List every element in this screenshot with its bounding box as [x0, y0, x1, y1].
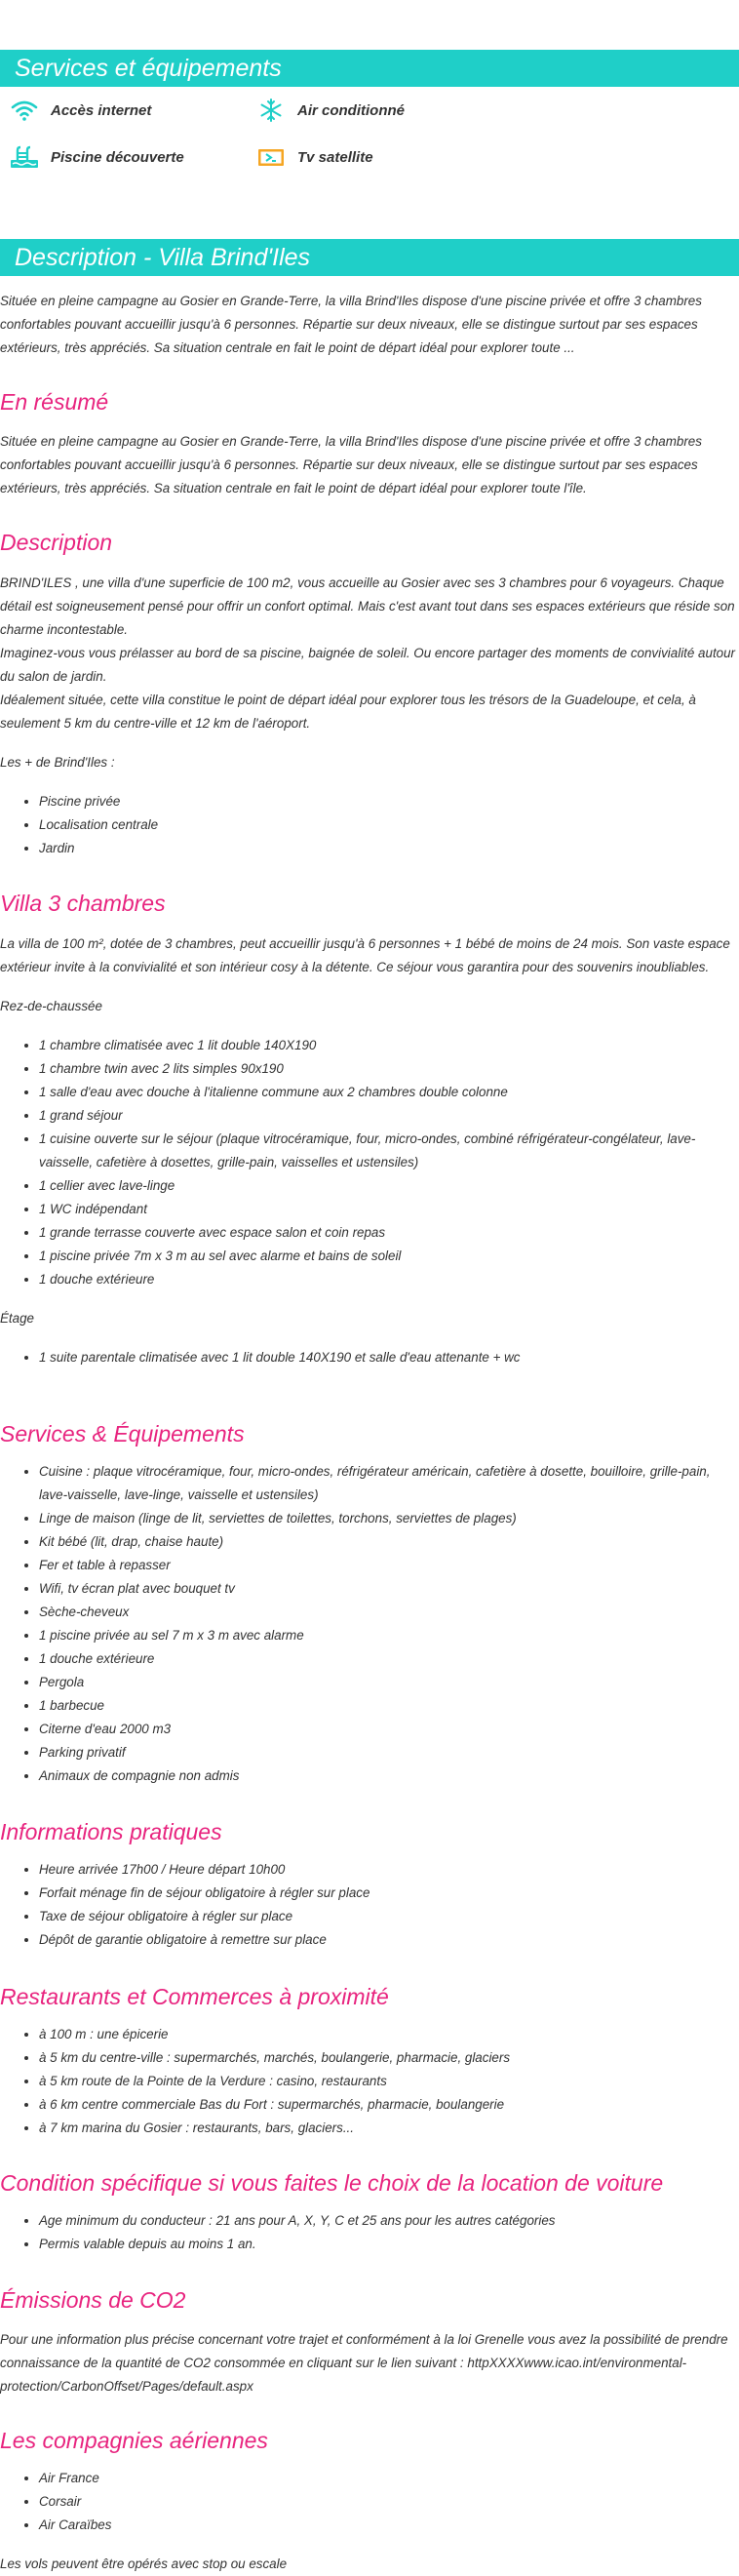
tv-icon	[256, 145, 286, 169]
pool-icon	[10, 145, 39, 169]
description-p3: Idéalement située, cette villa constitue le point de départ idéal pour explorer tous les trésors de la Guadeloupe, et cela, à seulement 5 km du centre-ville et 12 km de l'aéroport.	[0, 693, 696, 731]
list-item: • Dépôt de garantie obligatoire à remettre sur place	[39, 1928, 739, 1952]
villa-text: La villa de 100 m², dotée de 3 chambres, peut accueillir jusqu'à 6 personnes + 1 bébé de moins de 24 mois. Son vaste espace extérieur invite à la convivialité et son intérieur cosy à la détente. Ce séjour vous garantira pour des souvenirs inoubliables.	[0, 936, 730, 974]
amenity-pool	[10, 134, 256, 180]
list-item: • à 5 km du centre-ville : supermarchés, marchés, boulangerie, pharmacie, glaciers	[39, 2046, 739, 2070]
rdc-list	[0, 1034, 739, 1291]
amenities-list	[0, 87, 739, 180]
list-item: • 1 chambre twin avec 2 lits simples 90x190	[39, 1057, 739, 1081]
list-item: • 1 cuisine ouverte sur le séjour (plaque vitrocéramique, four, micro-ondes, combiné réfrigérateur-congélateur, lave-vaisselle, cafetière à dosettes, grille-pain, vaisselles et ustensiles)	[39, 1128, 739, 1174]
services-heading: Services & Équipements	[0, 1421, 245, 1447]
description-detail-section	[0, 528, 739, 860]
list-item: • Parking privatif	[39, 1741, 739, 1764]
amenity-internet	[10, 87, 256, 134]
list-item: • Air France	[39, 2467, 739, 2490]
list-item: • 1 piscine privée 7m x 3 m au sel avec alarme et bains de soleil	[39, 1245, 739, 1268]
co2-text: Pour une information plus précise concernant votre trajet et conformément à la loi Grenelle vous avez la possibilité de prendre connaissance de la quantité de CO2 consommée en cliquant sur le lien suivant : httpXXXXwww.icao.int/environmental-protection/CarbonOffset/Pages/default.aspx	[0, 2332, 728, 2394]
list-item: • Age minimum du conducteur : 21 ans pour A, X, Y, C et 25 ans pour les autres catégories	[39, 2209, 739, 2233]
list-item: • Corsair	[39, 2490, 739, 2514]
intro-text: Située en pleine campagne au Gosier en Grande-Terre, la villa Brind'Iles dispose d'une piscine privée et offre 3 chambres confortables pouvant accueillir jusqu'à 6 personnes. Répartie sur deux niveaux, elle se distingue surtout par ses espaces extérieurs, très appréciés. Sa situation centrale en fait le point de départ idéal pour explorer toute ...	[0, 294, 702, 355]
amenity-label: Piscine découverte	[51, 148, 184, 166]
list-item: • à 5 km route de la Pointe de la Verdure : casino, restaurants	[39, 2070, 739, 2093]
list-item: • Linge de maison (linge de lit, serviettes de toilettes, torchons, serviettes de plages)	[39, 1507, 739, 1530]
plus-list	[0, 790, 739, 860]
airlines-list	[0, 2467, 739, 2537]
rdc-title: Rez-de-chaussée	[0, 999, 102, 1013]
co2-heading: Émissions de CO2	[0, 2287, 186, 2313]
description-p1: BRIND'ILES , une villa d'une superficie de 100 m2, vous accueille au Gosier avec ses 3 chambres pour 6 voyageurs. Chaque détail est soigneusement pensé pour offrir un confort optimal. Mais c'est avant tout dans ses espaces extérieurs que réside son charme incontestable.	[0, 575, 735, 637]
etage-list	[0, 1346, 739, 1369]
amenity-aircon	[256, 87, 503, 134]
services-banner: Services et équipements	[0, 50, 739, 87]
resume-text: Située en pleine campagne au Gosier en Grande-Terre, la villa Brind'Iles dispose d'une piscine privée et offre 3 chambres confortables pouvant accueillir jusqu'à 6 personnes. Répartie sur deux niveaux, elle se distingue surtout par ses espaces extérieurs, très appréciés. Sa situation centrale en fait le point de départ idéal pour explorer toute l'île.	[0, 434, 702, 495]
amenity-label: Tv satellite	[297, 148, 373, 166]
list-item: • Sèche-cheveux	[39, 1601, 739, 1624]
list-item: • Forfait ménage fin de séjour obligatoire à régler sur place	[39, 1882, 739, 1905]
plus-title: Les + de Brind'Iles :	[0, 755, 115, 770]
list-item: • à 7 km marina du Gosier : restaurants, bars, glaciers...	[39, 2117, 739, 2140]
list-item: • 1 WC indépendant	[39, 1198, 739, 1221]
airlines-heading: Les compagnies aériennes	[0, 2428, 268, 2453]
list-item: • 1 salle d'eau avec douche à l'italienne commune aux 2 chambres double colonne	[39, 1081, 739, 1104]
description-banner: Description - Villa Brind'Iles	[0, 239, 739, 276]
list-item: • Heure arrivée 17h00 / Heure départ 10h00	[39, 1858, 739, 1882]
list-item: • 1 suite parentale climatisée avec 1 lit double 140X190 et salle d'eau attenante + wc	[39, 1346, 739, 1369]
restaurants-list	[0, 2023, 739, 2140]
infos-section	[0, 1817, 739, 1952]
snowflake-icon	[256, 99, 286, 122]
restaurants-section	[0, 1982, 739, 2140]
resume-section	[0, 387, 739, 500]
amenity-label: Air conditionné	[297, 101, 405, 119]
list-item: • Animaux de compagnie non admis	[39, 1764, 739, 1788]
list-item: • 1 piscine privée au sel 7 m x 3 m avec alarme	[39, 1624, 739, 1647]
amenity-label: Accès internet	[51, 101, 152, 119]
wifi-icon	[10, 99, 39, 122]
list-item: • Localisation centrale	[39, 813, 739, 837]
list-item: • Kit bébé (lit, drap, chaise haute)	[39, 1530, 739, 1554]
amenity-tv	[256, 134, 503, 180]
description-heading: Description	[0, 530, 113, 555]
list-item: • Fer et table à repasser	[39, 1554, 739, 1577]
list-item: • à 100 m : une épicerie	[39, 2023, 739, 2046]
condition-section	[0, 2168, 739, 2256]
list-item: • 1 douche extérieure	[39, 1268, 739, 1291]
list-item: • Jardin	[39, 837, 739, 860]
infos-heading: Informations pratiques	[0, 1819, 222, 1844]
resume-heading: En résumé	[0, 389, 109, 415]
list-item: • Pergola	[39, 1671, 739, 1694]
restaurants-heading: Restaurants et Commerces à proximité	[0, 1984, 389, 2009]
airlines-section	[0, 2426, 739, 2576]
list-item: • 1 grand séjour	[39, 1104, 739, 1128]
list-item: • 1 cellier avec lave-linge	[39, 1174, 739, 1198]
list-item: • 1 barbecue	[39, 1694, 739, 1718]
list-item: • Taxe de séjour obligatoire à régler sur place	[39, 1905, 739, 1928]
infos-list	[0, 1858, 739, 1952]
list-item: • 1 douche extérieure	[39, 1647, 739, 1671]
etage-title: Étage	[0, 1311, 34, 1326]
co2-section	[0, 2285, 739, 2398]
list-item: • Cuisine : plaque vitrocéramique, four, micro-ondes, réfrigérateur américain, cafetière à dosette, bouilloire, grille-pain, lave-vaisselle, lave-linge, vaisselle et ustensiles)	[39, 1460, 739, 1507]
list-item: • 1 grande terrasse couverte avec espace salon et coin repas	[39, 1221, 739, 1245]
description-p2: Imaginez-vous vous prélasser au bord de sa piscine, baignée de soleil. Ou encore partager des moments de convivialité autour du salon de jardin.	[0, 646, 736, 684]
services-equipements-section	[0, 1419, 739, 1788]
list-item: • Piscine privée	[39, 790, 739, 813]
list-item: • Permis valable depuis au moins 1 an.	[39, 2233, 739, 2256]
description-section	[0, 239, 739, 360]
condition-list	[0, 2209, 739, 2256]
list-item: • Citerne d'eau 2000 m3	[39, 1718, 739, 1741]
services-section	[0, 50, 739, 180]
list-item: • Air Caraïbes	[39, 2514, 739, 2537]
list-item: • Wifi, tv écran plat avec bouquet tv	[39, 1577, 739, 1601]
villa-section	[0, 889, 739, 1369]
list-item: • 1 chambre climatisée avec 1 lit double 140X190	[39, 1034, 739, 1057]
list-item: • à 6 km centre commerciale Bas du Fort : supermarchés, pharmacie, boulangerie	[39, 2093, 739, 2117]
airlines-note: Les vols peuvent être opérés avec stop ou escale	[0, 2556, 288, 2571]
condition-heading: Condition spécifique si vous faites le choix de la location de voiture	[0, 2170, 664, 2196]
services-list	[0, 1460, 739, 1788]
villa-heading: Villa 3 chambres	[0, 891, 166, 916]
